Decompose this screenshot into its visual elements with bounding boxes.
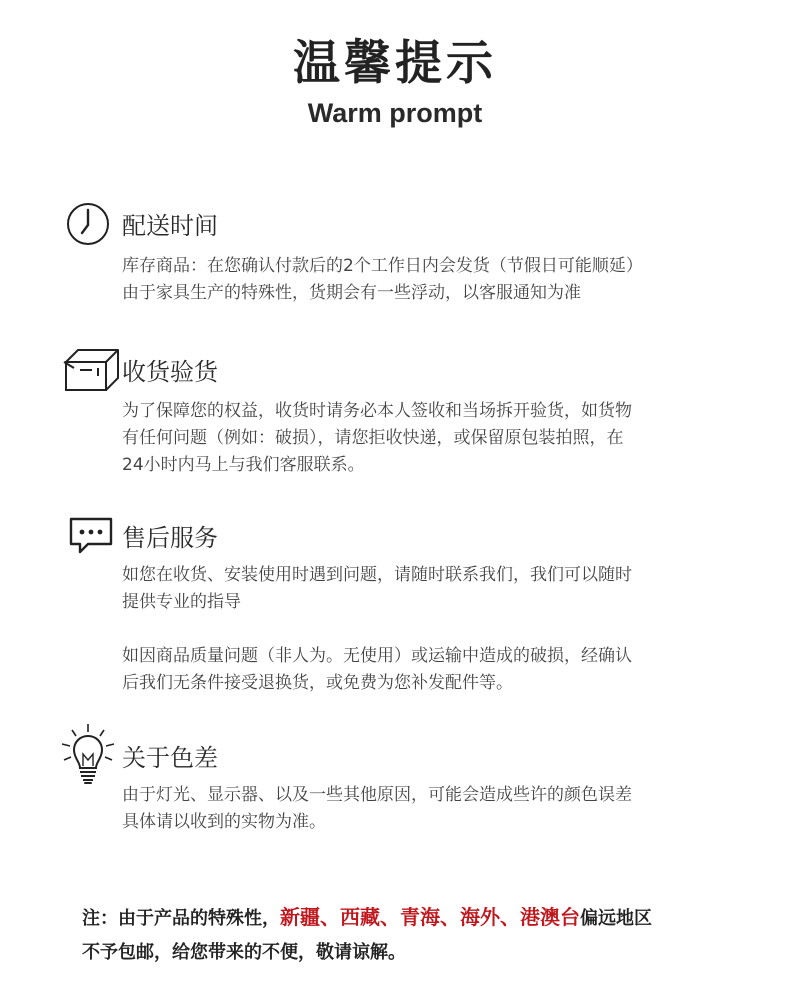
section-line: 由于灯光、显示器、以及一些其他原因，可能会造成些许的颜色误差 (122, 785, 632, 805)
section-title: 配送时间 (122, 212, 218, 240)
section-line: 由于家具生产的特殊性，货期会有一些浮动，以客服通知为准 (122, 283, 581, 303)
section-text (122, 253, 732, 307)
box-icon (62, 346, 120, 398)
section-line: 如因商品质量问题（非人为。无使用）或运输中造成的破损，经确认 (122, 646, 632, 666)
note-line-1 (82, 900, 742, 936)
light-bulb-icon (58, 722, 118, 792)
section-line: 具体请以收到的实物为准。 (122, 812, 326, 832)
section-text (122, 782, 732, 836)
page-subtitle: Warm prompt (307, 98, 483, 128)
section-text (122, 398, 732, 479)
section-line: 24小时内马上与我们客服联系。 (122, 455, 365, 475)
note-line-2: 不予包邮，给您带来的不便，敬请谅解。 (82, 942, 406, 963)
page-title: 温馨提示 (293, 36, 497, 91)
section-title: 收货验货 (122, 358, 218, 386)
section-text (122, 562, 732, 697)
section-line: 有任何问题（例如：破损），请您拒收快递，或保留原包装拍照，在 (122, 428, 624, 448)
shipping-note (82, 900, 742, 970)
clock-icon (66, 202, 110, 250)
section-line: 为了保障您的权益，收货时请务必本人签收和当场拆开验货，如货物 (122, 401, 632, 421)
section-title: 关于色差 (122, 744, 218, 772)
note-regions: 新疆、西藏、青海、海外、港澳台 (280, 905, 580, 929)
chat-bubble-icon (68, 516, 114, 560)
section-line: 提供专业的指导 (122, 592, 241, 612)
note-suffix: 偏远地区 (580, 908, 652, 929)
section-line: 后我们无条件接受退换货，或免费为您补发配件等。 (122, 673, 513, 693)
section-title: 售后服务 (122, 524, 218, 552)
section-line: 如您在收货、安装使用时遇到问题，请随时联系我们，我们可以随时 (122, 565, 632, 585)
note-prefix: 注：由于产品的特殊性， (82, 908, 280, 929)
section-line: 库存商品：在您确认付款后的2个工作日内会发货（节假日可能顺延） (122, 256, 643, 276)
